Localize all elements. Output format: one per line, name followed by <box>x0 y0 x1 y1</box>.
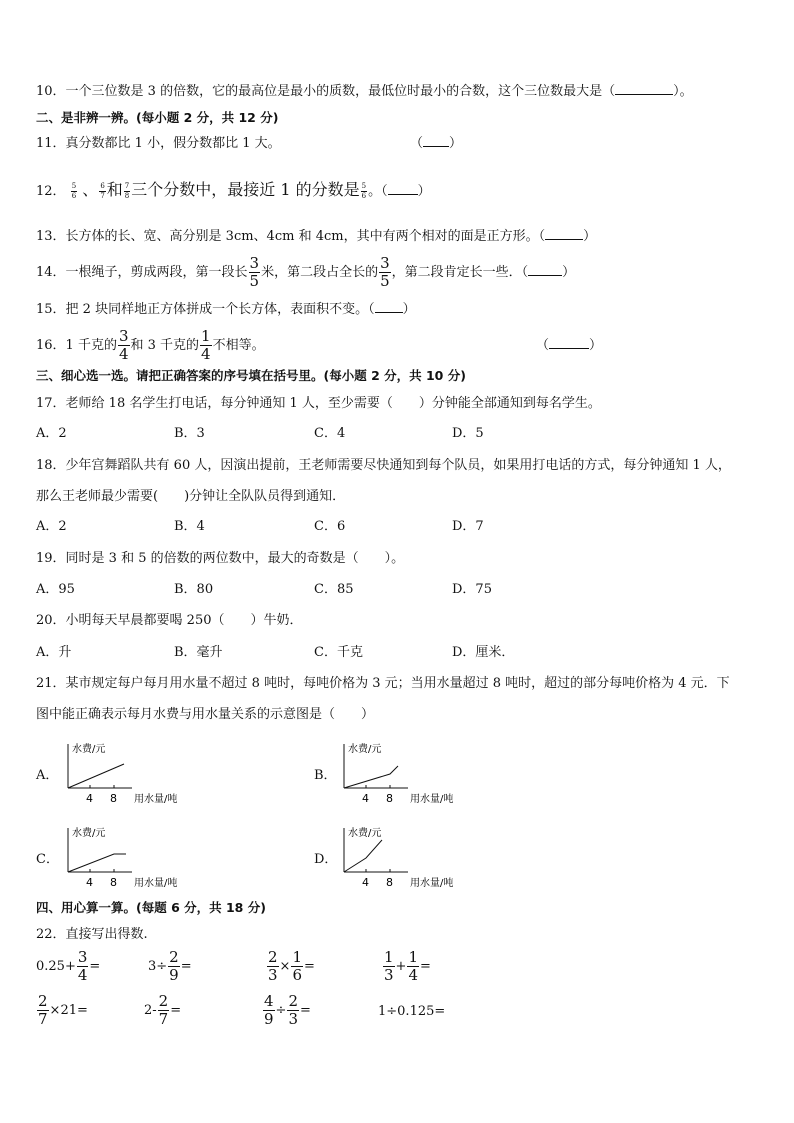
option-a[interactable]: A．升 <box>36 645 72 660</box>
option-b[interactable]: B．4 <box>174 519 205 534</box>
option-c[interactable]: C．4 <box>314 426 346 441</box>
calc-2[interactable]: 3÷ $\frac{2}{9}$ = <box>148 948 192 984</box>
question-18-line2: 那么王老师最少需要( )分钟让全队队员得到通知． <box>36 489 346 504</box>
graph-a-label[interactable]: A． <box>36 768 59 783</box>
question-18-line1: 18．少年宫舞蹈队共有 60 人，因演出提前，王老师需要尽快通知到每个队员，如果用打电话的方式，每分钟通知 1 人， <box>36 458 731 473</box>
graph-d[interactable] <box>336 822 476 892</box>
answer-blank[interactable] <box>549 336 589 349</box>
x-axis-label: 用水量/吨 <box>134 794 178 805</box>
graph-c-label[interactable]: C． <box>36 852 59 867</box>
section-3-title: 三、细心选一选。请把正确答案的序号填在括号里。(每小题 2 分，共 10 分) <box>36 368 466 383</box>
option-d[interactable]: D．5 <box>452 426 484 441</box>
fraction: $\frac{6}{7}$ <box>100 182 105 200</box>
calc-5[interactable]: $\frac{2}{7}$ ×21= <box>38 992 88 1028</box>
option-d[interactable]: D．厘米． <box>452 645 515 660</box>
question-12: 12． $\frac{5}{6}$ 、 $\frac{6}{7}$ 和 $\frac{7}{8}$ 三个分数中，最接近 1 的分数是 $\frac{5}{6}$ 。（ ） <box>36 180 431 200</box>
tick-label: 8 <box>386 792 393 805</box>
y-axis-label: 水费/元 <box>72 744 106 755</box>
fraction: $\frac{3}{5}$ <box>380 254 390 290</box>
question-17: 17．老师给 18 名学生打电话，每分钟通知 1 人，至少需要（ ）分钟能全部通知到每名学生。 <box>36 396 601 411</box>
calc-4[interactable]: $\frac{1}{3}$ + $\frac{1}{4}$ = <box>384 948 431 984</box>
fraction: $\frac{1}{3}$ <box>384 948 394 984</box>
tick-label: 4 <box>86 876 93 889</box>
graph-b-line <box>344 766 398 788</box>
fraction: $\frac{2}{9}$ <box>169 948 179 984</box>
answer-blank[interactable] <box>388 182 418 195</box>
answer-blank[interactable] <box>545 227 583 240</box>
fraction: $\frac{7}{8}$ <box>124 182 130 200</box>
option-c[interactable]: C．千克 <box>314 645 363 660</box>
y-axis-label: 水费/元 <box>348 744 382 755</box>
option-b[interactable]: B．毫升 <box>174 645 223 660</box>
graph-a[interactable] <box>60 738 200 808</box>
section-4-title: 四、用心算一算。(每题 6 分，共 18 分) <box>36 900 266 915</box>
answer-paren[interactable]: （ ） <box>410 136 463 151</box>
graph-c-line <box>68 854 126 872</box>
question-16: 16．1 千克的 $\frac{3}{4}$ 和 3 千克的 $\frac{1}{4}$ 不相等。 <box>36 327 265 363</box>
option-a[interactable]: A．2 <box>36 426 67 441</box>
tick-label: 4 <box>362 792 369 805</box>
calc-8[interactable]: 1÷0.125= <box>378 1004 446 1019</box>
question-22: 22．直接写出得数. <box>36 927 148 942</box>
fraction: $\frac{5}{6}$ <box>71 182 77 200</box>
fraction: $\frac{3}{4}$ <box>77 948 88 984</box>
question-21-line2: 图中能正确表示每月水费与用水量关系的示意图是（ ） <box>36 707 375 722</box>
fraction: $\frac{1}{4}$ <box>408 948 418 984</box>
section-2-title: 二、是非辨一辨。(每小题 2 分，共 12 分) <box>36 110 279 125</box>
fraction: $\frac{3}{4}$ <box>118 327 129 363</box>
option-d[interactable]: D．7 <box>452 519 484 534</box>
graph-c[interactable] <box>60 822 200 892</box>
option-b[interactable]: B．80 <box>174 582 214 597</box>
fraction: $\frac{3}{5}$ <box>249 254 260 290</box>
fraction: $\frac{5}{6}$ <box>361 182 367 200</box>
tick-label: 8 <box>110 876 117 889</box>
tick-label: 8 <box>386 876 393 889</box>
question-13: 13．长方体的长、宽、高分别是 3cm、4cm 和 4cm，其中有两个相对的面是正方形。（ ） <box>36 229 597 244</box>
question-15: 15．把 2 块同样地正方体拼成一个长方体，表面积不变。（ ） <box>36 302 416 317</box>
option-d[interactable]: D．75 <box>452 582 492 597</box>
calc-6[interactable]: 2- $\frac{2}{7}$ = <box>144 992 182 1028</box>
graph-a-line <box>68 764 124 788</box>
tick-label: 4 <box>362 876 369 889</box>
fraction: $\frac{2}{3}$ <box>288 992 298 1028</box>
fraction: $\frac{1}{4}$ <box>201 327 211 363</box>
answer-paren[interactable]: （ ） <box>536 338 603 353</box>
fraction: $\frac{2}{7}$ <box>38 992 48 1028</box>
calc-3[interactable]: $\frac{2}{3}$ × $\frac{1}{6}$ = <box>268 948 315 984</box>
answer-blank[interactable] <box>615 82 673 95</box>
question-14: 14．一根绳子，剪成两段，第一段长 $\frac{3}{5}$ 米，第二段占全长的 $\frac{3}{5}$ ，第二段肯定长一些．（ ） <box>36 254 576 290</box>
x-axis-label: 用水量/吨 <box>410 878 454 889</box>
y-axis-label: 水费/元 <box>348 828 382 839</box>
x-axis-label: 用水量/吨 <box>134 878 178 889</box>
answer-blank[interactable] <box>423 134 449 147</box>
graph-b[interactable] <box>336 738 476 808</box>
fraction: $\frac{1}{6}$ <box>292 948 302 984</box>
fraction: $\frac{2}{7}$ <box>158 992 169 1028</box>
question-20: 20．小明每天早晨都要喝 250（ ）牛奶． <box>36 613 303 628</box>
option-a[interactable]: A．2 <box>36 519 67 534</box>
option-b[interactable]: B．3 <box>174 426 205 441</box>
tick-label: 8 <box>110 792 117 805</box>
calc-7[interactable]: $\frac{4}{9}$ ÷ $\frac{2}{3}$ = <box>264 992 311 1028</box>
option-c[interactable]: C．6 <box>314 519 346 534</box>
answer-blank[interactable] <box>375 300 403 313</box>
question-11: 11．真分数都比 1 小，假分数都比 1 大。 <box>36 136 281 151</box>
option-a[interactable]: A．95 <box>36 582 75 597</box>
fraction: $\frac{4}{9}$ <box>264 992 274 1028</box>
calc-1[interactable]: 0.25+ $\frac{3}{4}$ = <box>36 948 101 984</box>
graph-d-line <box>344 840 382 872</box>
graph-d-label[interactable]: D． <box>314 852 338 867</box>
graph-b-label[interactable]: B． <box>314 768 337 783</box>
option-c[interactable]: C．85 <box>314 582 354 597</box>
question-21-line1: 21．某市规定每户每月用水量不超过 8 吨时，每吨价格为 3 元；当用水量超过 8 吨时，超过的部分每吨价格为 4 元．下 <box>36 676 730 691</box>
question-19: 19．同时是 3 和 5 的倍数的两位数中，最大的奇数是（ ）。 <box>36 551 405 566</box>
y-axis-label: 水费/元 <box>72 828 106 839</box>
answer-blank[interactable] <box>528 263 562 276</box>
fraction: $\frac{2}{3}$ <box>268 948 278 984</box>
x-axis-label: 用水量/吨 <box>410 794 454 805</box>
tick-label: 4 <box>86 792 93 805</box>
question-10: 10．一个三位数是 3 的倍数，它的最高位是最小的质数，最低位时最小的合数，这个三位数最大是（ ）。 <box>36 84 693 99</box>
